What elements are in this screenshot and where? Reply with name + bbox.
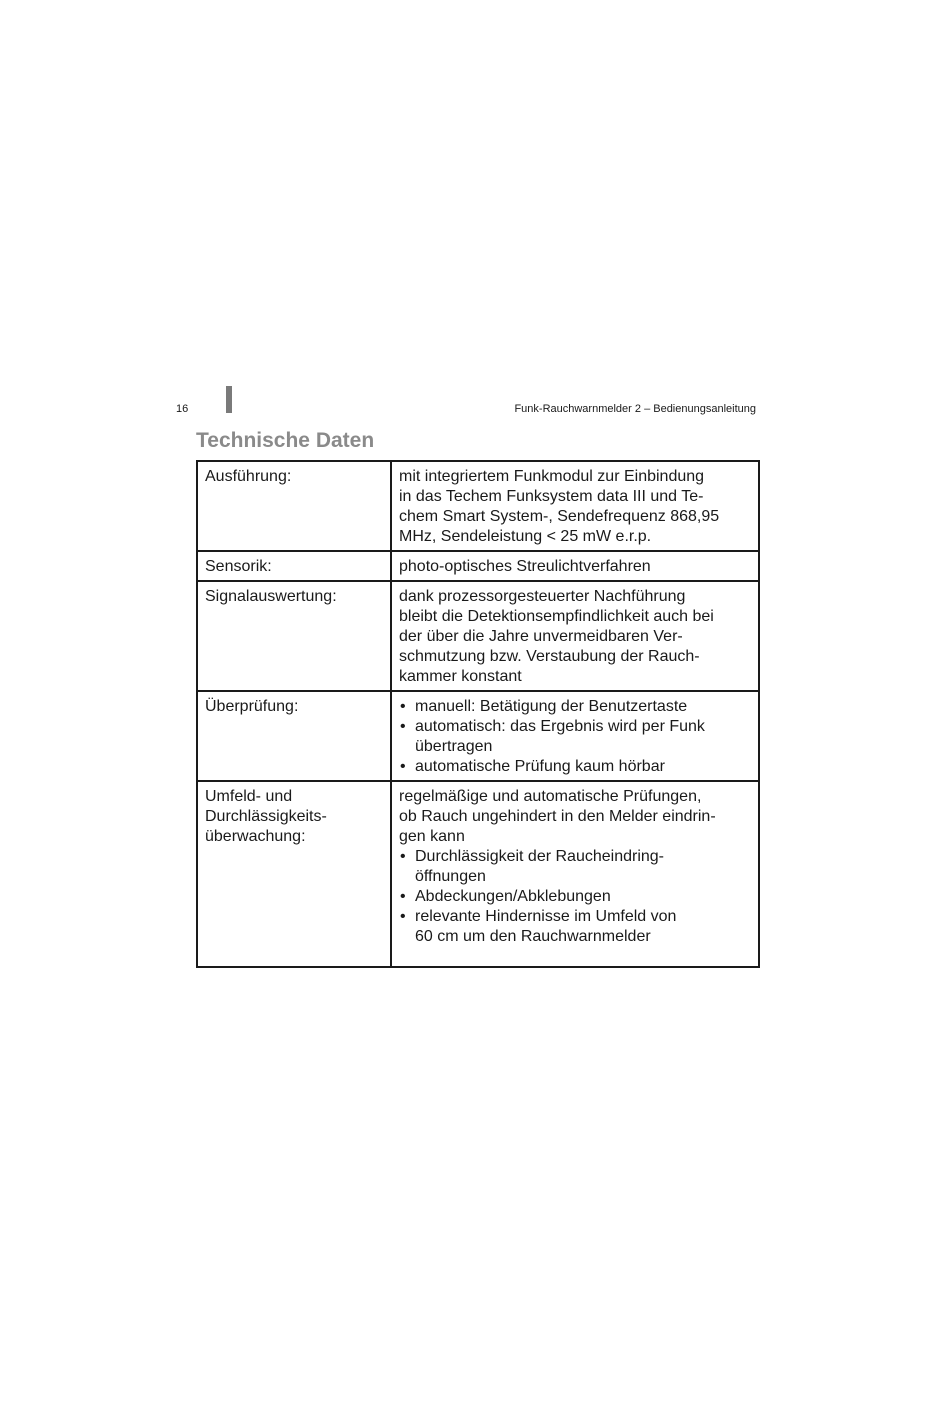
list-item: • relevante Hindernisse im Umfeld von 60 cm um den Rauchwarnmelder <box>399 907 752 947</box>
table-row <box>197 551 759 581</box>
row-value-cell <box>391 461 759 551</box>
row-label: Signalauswertung: <box>205 588 337 605</box>
table-row <box>197 461 759 551</box>
list-item: • automatisch: das Ergebnis wird per Funk übertragen <box>399 717 752 757</box>
row-label-cell <box>197 781 391 967</box>
row-label: Ausführung: <box>205 468 292 485</box>
table-row <box>197 691 759 781</box>
running-title: Funk-Rauchwarnmelder 2 – Bedienungsanleitung <box>514 403 756 415</box>
list-item: • Abdeckungen/Abklebungen <box>399 887 752 907</box>
section-title: Technische Daten <box>196 429 375 452</box>
row-label-cell <box>197 581 391 691</box>
row-value: dank prozessorgesteuerter Nachführung bleibt die Detektionsempfindlichkeit auch bei der über die Jahre unvermeidbaren Ver- schmutzung bzw. Verstaubung der Rauch- kammer konstant <box>399 588 714 685</box>
row-value-cell <box>391 691 759 781</box>
row-label-cell <box>197 551 391 581</box>
row-value-cell <box>391 581 759 691</box>
row-label-cell <box>197 461 391 551</box>
row-value: mit integriertem Funkmodul zur Einbindung in das Techem Funksystem data III und Te- chem Smart System-, Sendefrequenz 868,95 MHz, Sendeleistung < 25 mW e.r.p. <box>399 468 720 545</box>
margin-marker-bar <box>226 386 232 413</box>
technical-data-table <box>196 460 760 968</box>
page-number: 16 <box>176 403 189 415</box>
row-value: photo-optisches Streulichtverfahren <box>399 558 651 575</box>
row-label: Überprüfung: <box>205 698 299 715</box>
row-value: regelmäßige und automatische Prüfungen, ob Rauch ungehindert in den Melder eindrin- gen kann <box>399 788 716 845</box>
list-item: • Durchlässigkeit der Raucheindring- öffnungen <box>399 847 752 887</box>
row-label-cell <box>197 691 391 781</box>
row-label: Umfeld- und Durchlässigkeits- überwachung: <box>205 788 327 845</box>
bullet-list <box>399 847 752 947</box>
row-label: Sensorik: <box>205 558 272 575</box>
table-row <box>197 781 759 967</box>
list-item: • automatische Prüfung kaum hörbar <box>399 757 752 777</box>
bullet-list <box>399 697 752 777</box>
row-value-cell <box>391 551 759 581</box>
table-row <box>197 581 759 691</box>
list-item: • manuell: Betätigung der Benutzertaste <box>399 697 752 717</box>
row-value-cell <box>391 781 759 967</box>
